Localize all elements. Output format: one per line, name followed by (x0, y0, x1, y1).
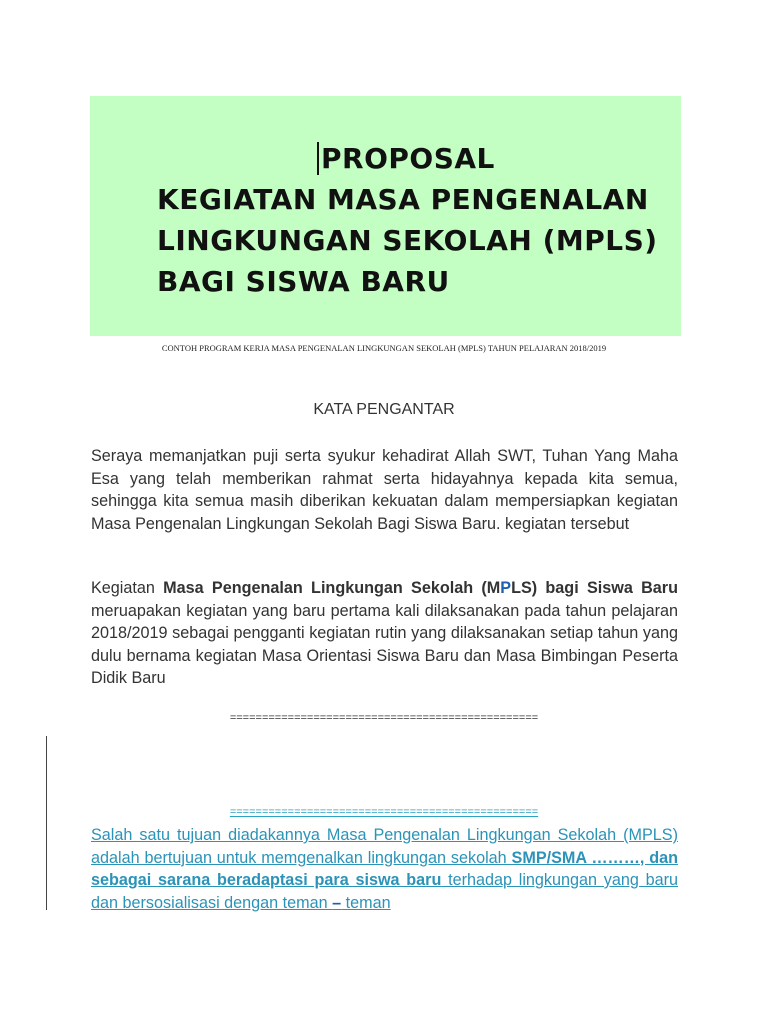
p3-a: Salah satu tujuan diadakannya Masa Pengenalan Lingkungan Sekolah (MPLS) adalah bertujuan untuk memgenalkan lingkungan sekolah (91, 826, 678, 867)
p3-bold: SMP/SMA ………, dan sebagai sarana beradaptasi para siswa baru (91, 848, 678, 889)
p3-b: terhadap lingkungan yang baru dan bersosialisasi dengan teman (91, 871, 679, 912)
banner-line-2: KEGIATAN MASA PENGENALAN (157, 183, 649, 216)
separator-link[interactable]: ================================================ (229, 806, 539, 818)
banner-line-1: PROPOSAL (317, 142, 495, 175)
p2-rest: meruapakan kegiatan yang baru pertama kali dilaksanakan pada tahun pelajaran 2018/2019 sebagai pengganti kegiatan rutin yang dilaksanakan setiap tahun yang dulu bernama kegiatan Masa Orientasi Siswa Baru dan Masa Bimbingan Peserta Didik Baru (91, 601, 678, 687)
paragraph-intro: Seraya memanjatkan puji serta syukur kehadirat Allah SWT, Tuhan Yang Maha Esa yang telah memberikan rahmat serta hidayahnya kepada kita semua, sehingga kita semua masih diberikan kekuatan dalam mempersiapkan kegiatan Masa Pengenalan Lingkungan Sekolah Bagi Siswa Baru. kegiatan tersebut (91, 447, 678, 533)
vertical-rule (46, 736, 47, 910)
banner-title (157, 138, 658, 302)
p3-c: teman (341, 893, 391, 912)
section-heading: KATA PENGANTAR (313, 401, 455, 418)
p3-dash: – (332, 893, 342, 912)
paragraph-link[interactable] (91, 824, 678, 914)
separator-line: ================================================ (229, 712, 539, 724)
p2-bold-b: P (500, 579, 512, 597)
p2-bold-c: LS) bagi Siswa Baru (511, 579, 678, 597)
p2-lead: Kegiatan (91, 579, 164, 597)
paragraph-mpls (91, 577, 678, 690)
banner-line-4: BAGI SISWA BARU (157, 265, 450, 298)
image-caption: CONTOH PROGRAM KERJA MASA PENGENALAN LINGKUNGAN SEKOLAH (MPLS) TAHUN PELAJARAN 2018/2019 (161, 343, 607, 353)
banner-line-3: LINGKUNGAN SEKOLAH (MPLS) (157, 224, 658, 257)
p2-bold-a: Masa Pengenalan Lingkungan Sekolah (M (163, 579, 501, 597)
